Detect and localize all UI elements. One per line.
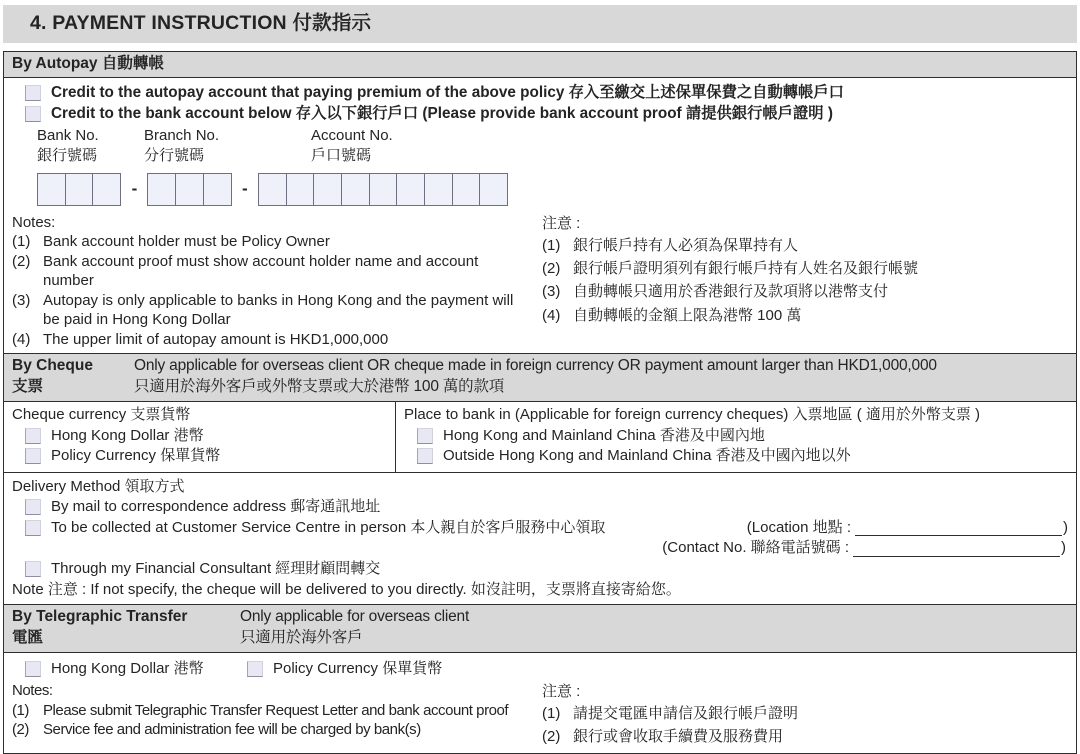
note-text: Please submit Telegraphic Transfer Request Letter and bank account proof	[43, 701, 509, 719]
checkbox-outside-hk-mainland[interactable]	[417, 448, 433, 464]
branch-no-label-en: Branch No.	[144, 127, 220, 145]
cheque-desc-en: Only applicable for overseas client OR cheque made in foreign currency OR payment amount larger than HKD1,000,000	[134, 357, 937, 375]
checkbox-financial-consultant[interactable]	[25, 561, 41, 577]
note-num: (2)	[542, 260, 561, 278]
cheque-currency-title: Cheque currency 支票貨幣	[12, 406, 191, 424]
account-no-box[interactable]	[286, 173, 315, 206]
separator-dash: -	[241, 179, 248, 199]
note-text: Bank account holder must be Policy Owner	[43, 233, 330, 251]
branch-no-boxes	[147, 173, 231, 206]
note-num: (2)	[12, 252, 31, 270]
note-num: (1)	[12, 701, 29, 719]
note-num: (1)	[12, 233, 31, 251]
contact-input-line[interactable]	[853, 541, 1060, 557]
checkbox-by-mail[interactable]	[25, 499, 41, 515]
note-item	[12, 330, 529, 350]
telegraphic-desc-en: Only applicable for overseas client	[240, 607, 470, 625]
bank-no-box[interactable]	[65, 173, 94, 206]
note-item	[542, 702, 1068, 725]
telegraphic-header-desc	[240, 607, 469, 649]
cheque-header-label	[12, 356, 134, 398]
delivery-option-consultant	[25, 559, 1068, 579]
account-no-box[interactable]	[452, 173, 481, 206]
note-num: (3)	[12, 291, 31, 309]
place-option-outside	[417, 446, 1068, 466]
option-label: Hong Kong Dollar 港幣	[51, 659, 204, 677]
option-label: Outside Hong Kong and Mainland China 香港及中國內地以外	[443, 447, 851, 465]
delivery-option-collect	[25, 518, 1068, 538]
note-text: 銀行帳戶持有人必須為保單持有人	[573, 236, 799, 254]
telegraphic-options	[12, 659, 1068, 679]
account-no-label	[311, 126, 393, 166]
checkbox-tt-hkd[interactable]	[25, 661, 41, 677]
autopay-header	[4, 52, 1076, 77]
account-no-box[interactable]	[258, 173, 287, 206]
account-no-label-en: Account No.	[311, 127, 393, 145]
bank-no-boxes	[37, 173, 121, 206]
delivery-method-row	[4, 472, 1076, 604]
separator-dash: -	[131, 179, 138, 199]
payment-instruction-form	[3, 51, 1077, 753]
note-text: Bank account proof must show account holder name and account number	[43, 252, 479, 290]
cheque-header-zh: 支票	[12, 378, 44, 396]
bank-no-label-en: Bank No.	[37, 127, 99, 145]
checkbox-credit-bank-account[interactable]	[25, 106, 41, 122]
note-item	[542, 257, 1068, 280]
note-item	[12, 291, 529, 330]
checkbox-tt-policy-currency[interactable]	[247, 661, 263, 677]
autopay-notes-en	[12, 213, 529, 350]
bank-no-label-zh: 銀行號碼	[37, 147, 98, 165]
bank-account-boxes	[37, 172, 1068, 207]
telegraphic-notes-en	[12, 681, 529, 749]
telegraphic-desc-zh: 只適用於海外客戶	[240, 628, 363, 646]
note-text: 自動轉帳只適用於香港銀行及款項將以港幣支付	[573, 283, 889, 301]
tt-option-policy	[247, 659, 442, 679]
checkbox-cheque-hkd[interactable]	[25, 428, 41, 444]
note-num: (1)	[542, 236, 561, 254]
place-to-bank-col	[396, 402, 1076, 472]
checkbox-collect-in-person[interactable]	[25, 520, 41, 536]
delivery-method-title: Delivery Method 領取方式	[12, 477, 185, 495]
cheque-header-desc	[134, 356, 937, 398]
notes-title: Notes:	[12, 213, 56, 231]
cheque-currency-option-policy	[25, 446, 387, 466]
account-no-box[interactable]	[479, 173, 508, 206]
note-num: (2)	[542, 728, 561, 746]
notes-title: 注意 :	[542, 214, 581, 232]
branch-no-box[interactable]	[147, 173, 176, 206]
telegraphic-header	[4, 604, 1076, 652]
bank-no-box[interactable]	[37, 173, 66, 206]
note-num: (4)	[542, 306, 561, 324]
note-text: 銀行帳戶證明須列有銀行帳戶持有人姓名及銀行帳號	[573, 260, 919, 278]
telegraphic-body	[4, 652, 1076, 753]
note-item	[12, 701, 529, 721]
branch-no-label	[144, 126, 311, 166]
bank-no-label	[37, 126, 144, 166]
bank-no-box[interactable]	[92, 173, 121, 206]
account-no-box[interactable]	[396, 173, 425, 206]
telegraphic-header-zh: 電匯	[12, 628, 44, 646]
note-text: The upper limit of autopay amount is HKD1,000,000	[43, 330, 389, 348]
cheque-currency-option-hkd	[25, 426, 387, 446]
autopay-option-label: Credit to the bank account below 存入以下銀行戶口 (Please provide bank account proof 請提供銀行帳戶證明 )	[51, 105, 833, 123]
telegraphic-header-en: By Telegraphic Transfer	[12, 607, 188, 625]
autopay-notes	[12, 213, 1068, 350]
option-label: To be collected at Customer Service Centre in person 本人親自於客戶服務中心領取	[51, 518, 606, 536]
delivery-note: Note 注意 : If not specify, the cheque will be delivered to you directly. 如沒註明，支票將直接寄給您。	[12, 581, 681, 599]
note-item	[12, 232, 529, 252]
note-item	[542, 725, 1068, 748]
note-text: 請提交電匯申請信及銀行帳戶證明	[573, 705, 799, 723]
option-label: By mail to correspondence address 郵寄通訊地址	[51, 498, 381, 516]
notes-title: 注意 :	[542, 683, 581, 701]
note-text: 銀行或會收取手續費及服務費用	[573, 728, 784, 746]
cheque-header	[4, 353, 1076, 401]
checkbox-hk-and-mainland[interactable]	[417, 428, 433, 444]
notes-title: Notes:	[12, 682, 53, 700]
autopay-option-label: Credit to the autopay account that paying premium of the above policy 存入至繳交上述保單保費之自動轉帳戶口	[51, 84, 844, 102]
checkbox-credit-autopay-account[interactable]	[25, 85, 41, 101]
section-title	[3, 5, 1077, 43]
tt-option-hkd	[25, 659, 247, 679]
location-label: (Location 地點 :	[746, 518, 851, 536]
note-item	[542, 280, 1068, 303]
account-no-box[interactable]	[313, 173, 342, 206]
location-input-line[interactable]	[855, 520, 1062, 536]
branch-no-box[interactable]	[175, 173, 204, 206]
autopay-header-label: By Autopay 自動轉帳	[12, 55, 164, 73]
contact-label: (Contact No. 聯絡電話號碼 :	[662, 539, 849, 557]
cheque-header-en: By Cheque	[12, 357, 93, 375]
checkbox-cheque-policy-currency[interactable]	[25, 448, 41, 464]
note-item	[12, 252, 529, 291]
section-title-text: 4. PAYMENT INSTRUCTION 付款指示	[30, 12, 372, 34]
account-no-box[interactable]	[369, 173, 398, 206]
autopay-body	[4, 77, 1076, 353]
autopay-notes-zh	[529, 213, 1068, 350]
place-option-hk-mainland	[417, 426, 1068, 446]
branch-no-label-zh: 分行號碼	[144, 147, 205, 165]
location-field	[747, 518, 1068, 538]
note-text: 自動轉帳的金額上限為港幣 100 萬	[573, 306, 802, 324]
note-num: (4)	[12, 330, 31, 348]
account-no-boxes	[258, 173, 509, 206]
option-label: Through my Financial Consultant 經理財顧問轉交	[51, 559, 381, 577]
contact-field	[12, 538, 1066, 558]
account-no-box[interactable]	[424, 173, 453, 206]
note-item	[542, 304, 1068, 327]
cheque-currency-row	[4, 401, 1076, 472]
note-item	[542, 234, 1068, 257]
bank-field-labels	[37, 126, 1068, 166]
account-no-label-zh: 戶口號碼	[311, 147, 372, 165]
option-label: Hong Kong and Mainland China 香港及中國內地	[443, 426, 765, 444]
option-label: Hong Kong Dollar 港幣	[51, 426, 204, 444]
place-to-bank-title: Place to bank in (Applicable for foreign currency cheques) 入票地區 ( 適用於外幣支票 )	[404, 406, 981, 424]
note-text: Service fee and administration fee will be charged by bank(s)	[43, 721, 421, 739]
telegraphic-notes	[12, 681, 1068, 749]
option-label: Policy Currency 保單貨幣	[51, 447, 221, 465]
telegraphic-header-label	[12, 607, 240, 649]
contact-suffix: )	[1061, 539, 1066, 557]
cheque-currency-col	[4, 402, 396, 472]
note-item	[12, 720, 529, 740]
location-suffix: )	[1063, 518, 1068, 536]
branch-no-box[interactable]	[203, 173, 232, 206]
note-text: Autopay is only applicable to banks in Hong Kong and the payment will be paid in Hong Kong Dollar	[43, 291, 514, 329]
note-num: (3)	[542, 283, 561, 301]
account-no-box[interactable]	[341, 173, 370, 206]
autopay-option-credit-autopay	[25, 83, 1068, 103]
delivery-option-mail	[25, 497, 1068, 517]
cheque-desc-zh: 只適用於海外客戶或外幣支票或大於港幣 100 萬的款項	[134, 378, 505, 396]
note-num: (1)	[542, 705, 561, 723]
telegraphic-notes-zh	[529, 681, 1068, 749]
autopay-option-credit-bank	[25, 104, 1068, 124]
option-label: Policy Currency 保單貨幣	[273, 659, 443, 677]
note-num: (2)	[12, 721, 29, 739]
